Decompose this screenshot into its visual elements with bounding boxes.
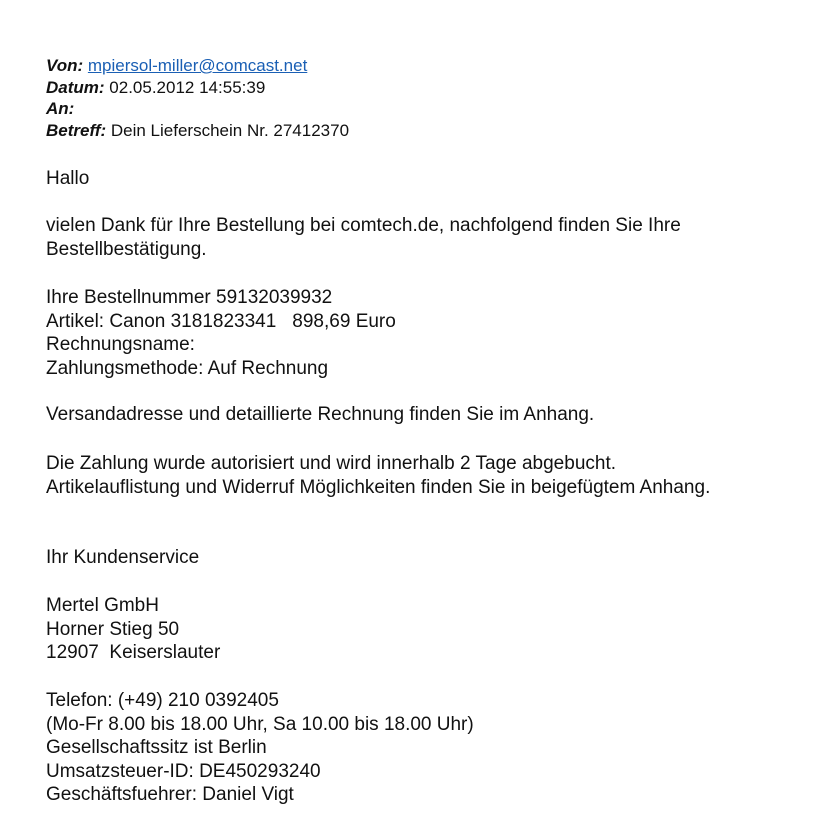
subject-value: Dein Lieferschein Nr. 27412370 — [110, 120, 350, 140]
article-price: 898,69 Euro — [292, 310, 396, 332]
sender-email-link[interactable]: mpiersol-miller@comcast.net — [87, 56, 308, 75]
intro-line-2: Bestellbestätigung. — [46, 238, 207, 260]
subject-row — [46, 120, 349, 142]
vat-id: Umsatzsteuer-ID: DE450293240 — [46, 760, 321, 782]
closing — [46, 546, 199, 570]
postal-code: 12907 — [46, 642, 99, 663]
shipping-paragraph — [46, 403, 594, 427]
from-label: Von: — [46, 56, 84, 75]
company-street: Horner Stieg 50 — [46, 618, 180, 640]
company-contact — [46, 689, 474, 807]
article-text: Artikel: Canon 3181823341 — [46, 310, 277, 332]
date-row — [46, 77, 349, 99]
date-label: Datum: — [46, 77, 105, 97]
business-hours: (Mo-Fr 8.00 bis 18.00 Uhr, Sa 10.00 bis 18.00 Uhr) — [46, 713, 474, 735]
company-address — [46, 594, 220, 665]
payment-line-1: Die Zahlung wurde autorisiert und wird innerhalb 2 Tage abgebucht. — [46, 453, 617, 474]
city: Keiserslauter — [109, 642, 221, 663]
greeting-text: Hallo — [46, 168, 90, 189]
phone: Telefon: (+49) 210 0392405 — [46, 690, 279, 711]
date-value: 02.05.2012 14:55:39 — [109, 77, 266, 97]
order-details — [46, 286, 396, 380]
shipping-note: Versandadresse und detaillierte Rechnung finden Sie im Anhang. — [46, 404, 595, 425]
order-number: Ihre Bestellnummer 59132039932 — [46, 287, 333, 308]
company-city-line — [46, 641, 220, 665]
to-row — [46, 98, 349, 120]
greeting — [46, 167, 89, 191]
company-seat: Gesellschaftssitz ist Berlin — [46, 737, 267, 758]
closing-text: Ihr Kundenservice — [46, 547, 200, 568]
managing-director: Geschäftsfuehrer: Daniel Vigt — [46, 784, 294, 805]
intro-paragraph — [46, 214, 681, 261]
invoice-name: Rechnungsname: — [46, 334, 195, 355]
email-header — [46, 55, 349, 141]
to-label: An: — [46, 99, 75, 118]
payment-method: Zahlungsmethode: Auf Rechnung — [46, 357, 329, 379]
subject-label: Betreff: — [46, 120, 107, 140]
payment-paragraph — [46, 452, 710, 499]
intro-line-1: vielen Dank für Ihre Bestellung bei comtech.de, nachfolgend finden Sie Ihre — [46, 215, 681, 236]
from-row — [46, 55, 349, 77]
payment-line-2: Artikelauflistung und Widerruf Möglichkeiten finden Sie in beigefügtem Anhang. — [46, 476, 711, 498]
company-name: Mertel GmbH — [46, 595, 159, 616]
article-line — [46, 310, 396, 334]
